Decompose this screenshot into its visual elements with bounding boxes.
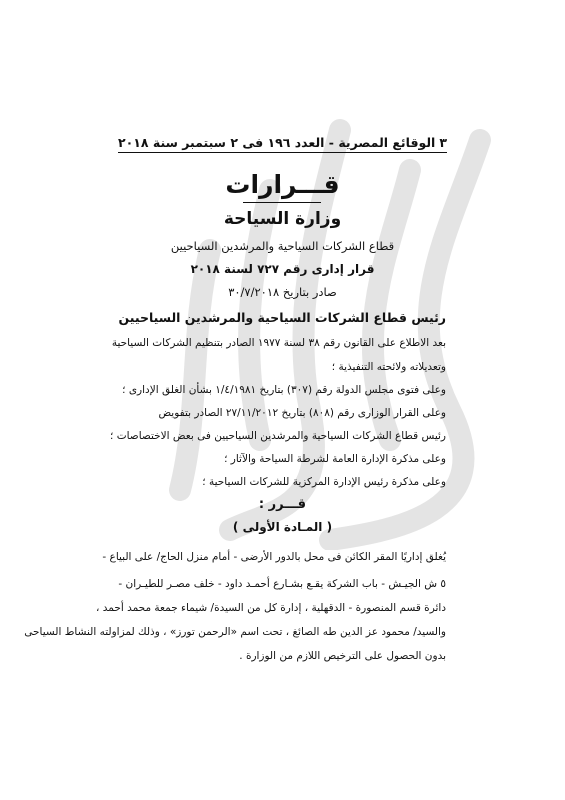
section-title: قـــرارات (225, 170, 340, 199)
preamble-line: وتعديلاته ولائحته التنفيذية ؛ (331, 361, 446, 373)
preamble-line: بعد الاطلاع على القانون رقم ٣٨ لسنة ١٩٧٧ الصادر بتنظيم الشركات السياحية (111, 337, 446, 349)
article-title: ( المـادة الأولى ) (232, 520, 333, 534)
preamble-line: وعلى القرار الوزارى رقم (٨٠٨) بتاريخ ٢٧/١١/٢٠١٢ الصادر بتفويض (158, 407, 446, 419)
header-rule (118, 152, 447, 153)
preamble-line: وعلى مذكرة رئيس الإدارة المركزية للشركات السياحية ؛ (202, 476, 446, 488)
decided-heading: قـــرر : (258, 497, 307, 512)
article-line: دائرة قسم المنصورة - الدقهلية ، إدارة كل من السيدة/ شيماء جمعة محمد أحمد ، (96, 602, 446, 614)
preamble-line: وعلى فتوى مجلس الدولة رقم (٣٠٧) بتاريخ ١/٤/١٩٨١ بشأن الغلق الإدارى ؛ (122, 384, 446, 396)
decree-number: قرار إدارى رقم ٧٢٧ لسنة ٢٠١٨ (190, 262, 375, 276)
gazette-issue: الوقائع المصرية - العدد ١٩٦ فى ٢ سبتمبر سنة ٢٠١٨ (118, 135, 436, 150)
issued-date: صادر بتاريخ ٣٠/٧/٢٠١٨ (228, 285, 337, 299)
article-line: بدون الحصول على الترخيص اللازم من الوزارة . (239, 650, 446, 662)
issuer-title: رئيس قطاع الشركات السياحية والمرشدين السياحيين (118, 310, 446, 325)
article-line: يُغلق إداريًا المقر الكائن فى محل بالدور الأرضى - أمام منزل الحاج/ على البياع - (102, 551, 446, 563)
title-underline (243, 202, 321, 203)
preamble-line: وعلى مذكرة الإدارة العامة لشرطة السياحة والآثار ؛ (224, 453, 446, 465)
article-line: والسيد/ محمود عز الدين طه الصائغ ، تحت اسم «الرحمن تورز» ، وذلك لمزاولته النشاط السياحى (24, 626, 446, 638)
article-line: ٥ ش الجيـش - باب الشركة يقـع بشـارع أحمـد داود - خلف مصـر للطيـران - (118, 578, 446, 590)
page-header (118, 135, 447, 150)
sector-name: قطاع الشركات السياحية والمرشدين السياحيين (170, 239, 395, 253)
ministry-name: وزارة السياحة (223, 209, 342, 229)
page-number: ٣ (439, 135, 447, 150)
preamble-line: رئيس قطاع الشركات السياحية والمرشدين السياحيين فى بعض الاختصاصات ؛ (110, 430, 446, 442)
